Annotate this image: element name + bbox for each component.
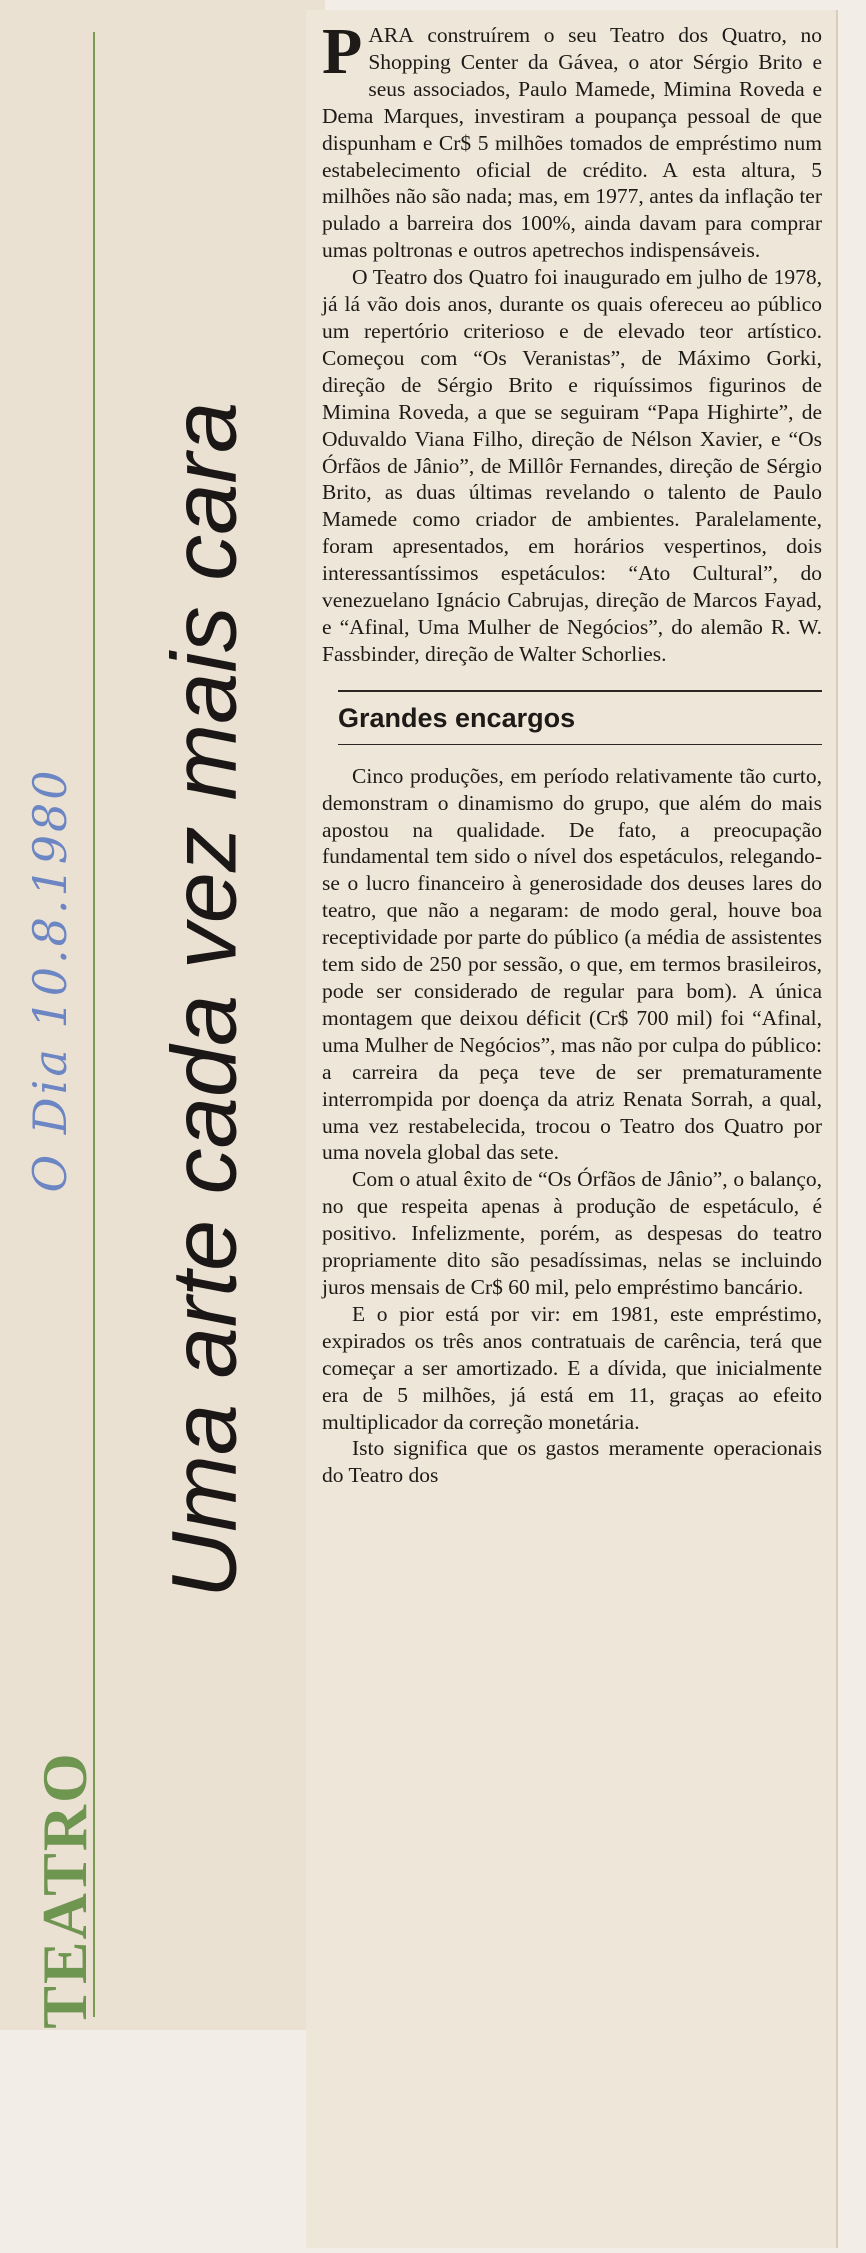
- subheading: Grandes encargos: [338, 702, 576, 733]
- paragraph-1-text: construírem o seu Teatro dos Quatro, no Shopping Center da Gávea, o ator Sérgio Brito e seus associados, Paulo Mamede, Mimina Roveda e Dema Marques, investiram a poupança pessoal de que dispunham e Cr$ 5 milhões tomados de empréstimo num estabelecimento oficial de crédito. A esta altura, 5 milhões não são nada; mas, em 1977, antes da inflação ter pulado a barreira dos 100%, ainda davam para comprar umas poltronas e outros apetrechos indispensáveis.: [322, 23, 823, 263]
- section-divider-top: [338, 690, 822, 692]
- paragraph-1: [322, 15, 823, 264]
- section-2-paragraph-3: E o pior está por vir: em 1981, este empréstimo, expirados os três anos contratuais de carência, terá que começar a ser amortizado. E a dívida, que inicialmente era de 5 milhões, já está em 11, graças ao efeito multiplicador da correção monetária.: [322, 1301, 822, 1434]
- drop-cap: P: [322, 15, 363, 88]
- lead-smallcaps: ARA: [368, 23, 414, 47]
- section-2-paragraph-2: Com o atual êxito de “Os Órfãos de Jânio”, o balanço, no que respeita apenas à produção de espetáculo, é positivo. Infelizmente, porém, as despesas do teatro propriamente dito são pesadíssimas, nelas se incluindo juros mensais de Cr$ 60 mil, pelo empréstimo bancário.: [322, 1167, 822, 1299]
- section-2-paragraph-1: Cinco produções, em período relativamente tão curto, demonstram o dinamismo do grupo, que além do mais apostou na qualidade. De fato, a preocupação fundamental tem sido o nível dos espetáculos, relegando-se o lucro financeiro à generosidade dos deuses lares do teatro, que não a negaram: de modo geral, houve boa receptividade por parte do público (a média de assistentes tem sido de 250 por sessão, o que, em termos brasileiros, pode ser considerado de regular para bom). A única montagem que deixou déficit (Cr$ 700 mil) foi “Afinal, uma Mulher de Negócios”, mas não por culpa do público: a carreira da peça teve de ser prematuramente interrompida por doença da atriz Renata Sorrah, a qual, uma vez restabelecida, trocou o Teatro dos Quatro por uma novela global das sete.: [322, 763, 822, 1165]
- section-2: [322, 763, 822, 1489]
- handwritten-date-note: O Dia 10.8.1980: [23, 767, 77, 1193]
- green-vertical-rule: [93, 32, 95, 2017]
- paragraph-2: O Teatro dos Quatro foi inaugurado em julho de 1978, já lá vão dois anos, durante os quais ofereceu ao público um repertório criterioso e de elevado teor artístico. Começou com “Os Veranistas”, de Máximo Gorki, direção de Sérgio Brito e riquíssimos figurinos de Mimina Roveda, a que se seguiram “Papa Highirte”, de Oduvaldo Viana Filho, direção de Nélson Xavier, e “Os Órfãos de Jânio”, de Millôr Fernandes, direção de Sérgio Brito, as duas últimas revelando o talento de Paulo Mamede como criador de ambientes. Paralelamente, foram apresentados, em horários vespertinos, dois interessantíssimos espetáculos: “Ato Cultural”, do venezuelano Ignácio Cabrujas, direção de Marcos Fayad, e “Afinal, Uma Mulher de Negócios”, do alemão R. W. Fassbinder, direção de Walter Schorlies.: [322, 265, 822, 666]
- headline: Uma arte cada vez mais cara: [153, 401, 256, 1599]
- section-2-paragraph-4: Isto significa que os gastos meramente operacionais do Teatro dos: [322, 1436, 822, 1488]
- section-label: TEATRO: [29, 1751, 100, 2029]
- section-divider-bottom: [338, 744, 822, 745]
- article-body: [322, 15, 823, 1489]
